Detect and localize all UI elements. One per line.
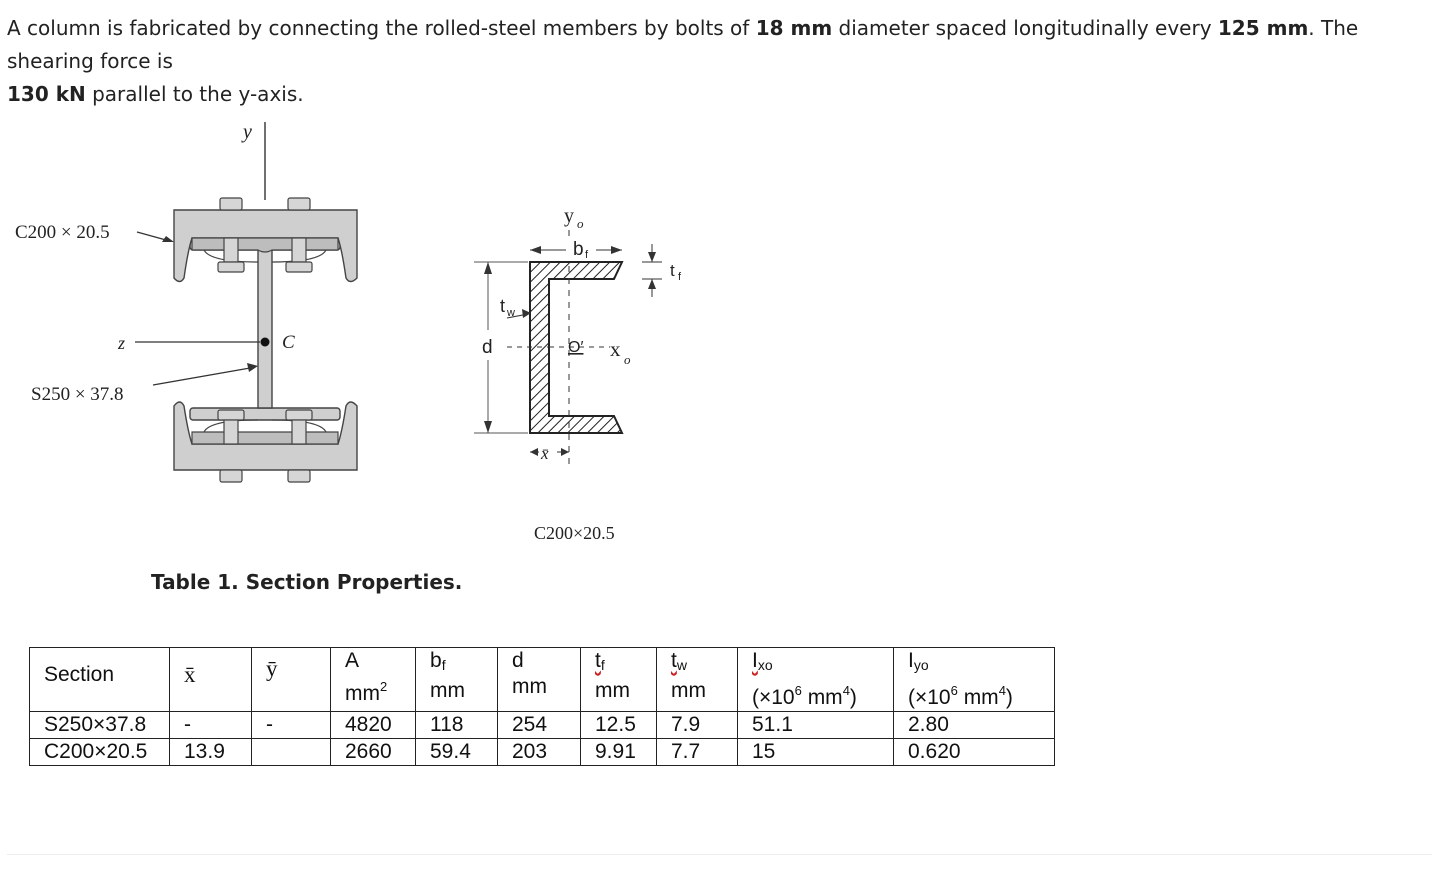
centroid-dot [261,338,270,347]
tf-label: t [670,261,675,280]
tw-label: t [500,296,506,316]
header-iyo: $I_{yo}$ ($\times 10^6$ $mm^4$) [894,648,1055,712]
header-xbar: x̄ [170,648,252,712]
row-iyo: 2.80 [894,712,1055,739]
table-row [30,739,1055,766]
problem-text-1: A column is fabricated by connecting the rolled-steel members by bolts of [7,16,756,40]
table-row [30,712,1055,739]
row-tf: 9.91 [581,739,657,766]
header-tw: $t_w$ mm [657,648,738,712]
row-d: 254 [498,712,581,739]
row-area: 2660 [331,739,416,766]
row-bf: 59.4 [416,739,498,766]
table-header-row [30,648,1055,712]
problem-text-3: . The shearing force is [7,16,1359,73]
row-ybar: - [252,712,331,739]
s-beam-shape [190,238,340,420]
svg-text:f: f [585,249,589,261]
z-axis-label: z [118,333,126,353]
row-tw: 7.7 [657,739,738,766]
row-bf: 118 [416,712,498,739]
problem-statement [7,12,1427,111]
row-xbar: - [170,712,252,739]
o-prime-label: O′ [568,339,584,356]
header-ybar: ȳ [252,648,331,712]
bottom-divider [7,854,1432,855]
column-figure [0,100,720,550]
header-section: Section [30,648,170,712]
table-title: Table 1. Section Properties. [151,570,463,594]
header-ixo: $I_{xo}$ ($\times 10^6$ $mm^4$) [738,648,894,712]
row-d: 203 [498,739,581,766]
channel-detail [474,205,682,470]
y-axis-label: y [243,121,252,143]
row-ixo: 15 [738,739,894,766]
header-tf: $t_f$ mm [581,648,657,712]
row-ybar [252,739,331,766]
beam-callout: S250 × 37.8 [31,384,124,405]
shear-force: 130 kN [7,82,86,106]
row-tf: 12.5 [581,712,657,739]
row-tw: 7.9 [657,712,738,739]
bf-label: b [573,239,584,260]
header-d: d mm [498,648,581,712]
row-section: S250×37.8 [30,712,170,739]
yo-label: y [564,205,574,227]
problem-text-4: parallel to the y-axis. [85,82,304,106]
bolt-spacing: 125 mm [1217,16,1309,40]
svg-text:o: o [624,352,631,367]
centroid-label: C [282,332,295,353]
row-xbar: 13.9 [170,739,252,766]
row-area: 4820 [331,712,416,739]
xo-label: x [610,337,621,361]
svg-text:f: f [678,271,682,283]
bolt-diameter: 18 mm [755,16,833,40]
xbar-label: x̄ [541,444,549,463]
d-label: d [482,337,493,358]
svg-text:o: o [577,216,584,231]
channel-caption: C200×20.5 [534,523,615,543]
problem-text-2: diameter spaced longitudinally every [832,16,1218,40]
svg-text:w: w [507,307,515,319]
row-section: C200×20.5 [30,739,170,766]
row-ixo: 51.1 [738,712,894,739]
header-area: A $mm^2$ [331,648,416,712]
channel-callout: C200 × 20.5 [15,222,110,243]
header-bf: $b_f$ mm [416,648,498,712]
section-properties-table [29,647,1055,766]
row-iyo: 0.620 [894,739,1055,766]
